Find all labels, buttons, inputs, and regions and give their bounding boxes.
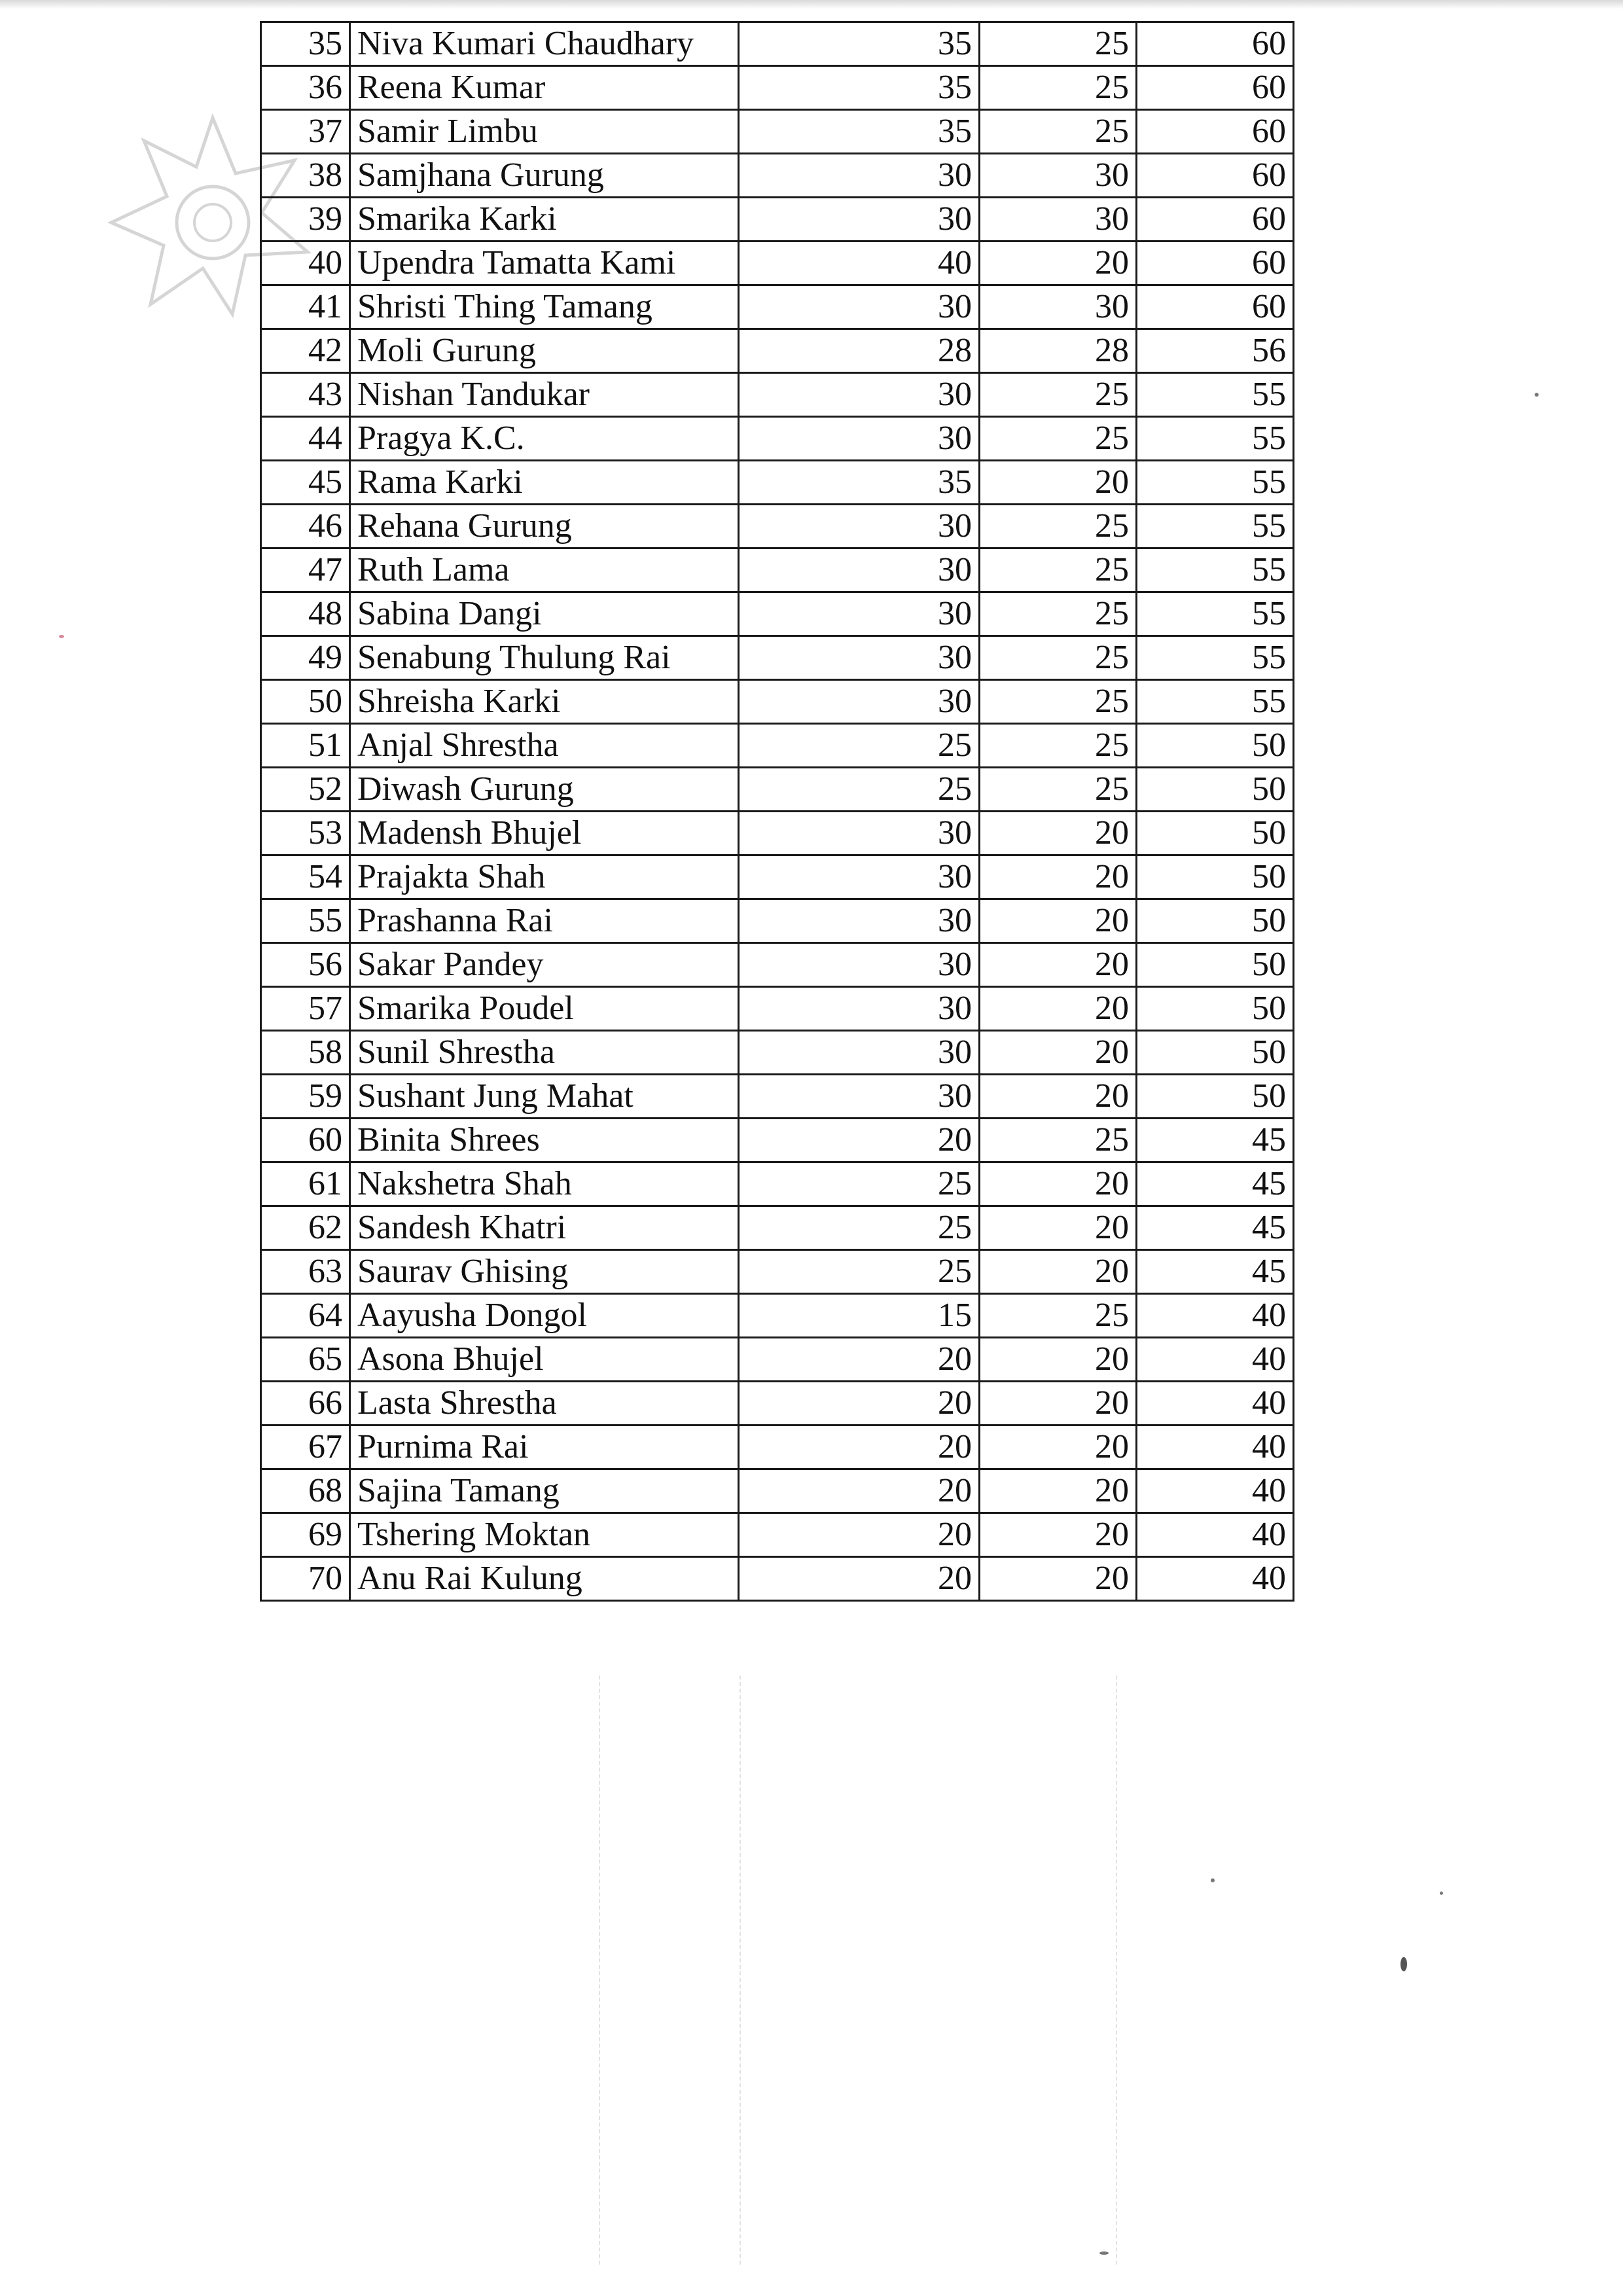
serial-number-cell: 53	[261, 812, 350, 855]
serial-number-cell: 49	[261, 636, 350, 680]
student-name-cell: Rehana Gurung	[350, 505, 739, 548]
student-name-cell: Niva Kumari Chaudhary	[350, 22, 739, 66]
marks-a-cell: 30	[739, 592, 980, 636]
table-row	[261, 724, 1294, 768]
marks-b-cell: 28	[980, 329, 1137, 373]
marks-b-cell: 25	[980, 768, 1137, 812]
serial-number-cell: 65	[261, 1338, 350, 1382]
total-marks-cell: 50	[1137, 899, 1294, 943]
total-marks-cell: 50	[1137, 768, 1294, 812]
total-marks-cell: 40	[1137, 1294, 1294, 1338]
table-row	[261, 899, 1294, 943]
speck	[1535, 393, 1539, 397]
marks-b-cell: 30	[980, 285, 1137, 329]
serial-number-cell: 70	[261, 1557, 350, 1601]
total-marks-cell: 40	[1137, 1382, 1294, 1426]
marks-a-cell: 25	[739, 724, 980, 768]
total-marks-cell: 50	[1137, 1075, 1294, 1119]
student-name-cell: Smarika Poudel	[350, 987, 739, 1031]
marks-b-cell: 20	[980, 242, 1137, 285]
total-marks-cell: 40	[1137, 1338, 1294, 1382]
total-marks-cell: 55	[1137, 636, 1294, 680]
speck	[1211, 1878, 1215, 1882]
marks-a-cell: 30	[739, 505, 980, 548]
serial-number-cell: 35	[261, 22, 350, 66]
marks-table	[260, 21, 1294, 1602]
table-row	[261, 1206, 1294, 1250]
table-row	[261, 417, 1294, 461]
table-row	[261, 154, 1294, 198]
marks-b-cell: 20	[980, 1162, 1137, 1206]
marks-a-cell: 30	[739, 417, 980, 461]
total-marks-cell: 60	[1137, 242, 1294, 285]
total-marks-cell: 60	[1137, 22, 1294, 66]
marks-b-cell: 20	[980, 987, 1137, 1031]
marks-a-cell: 28	[739, 329, 980, 373]
marks-a-cell: 20	[739, 1338, 980, 1382]
student-name-cell: Prajakta Shah	[350, 855, 739, 899]
serial-number-cell: 67	[261, 1426, 350, 1469]
table-row	[261, 987, 1294, 1031]
marks-a-cell: 40	[739, 242, 980, 285]
marks-a-cell: 20	[739, 1382, 980, 1426]
student-name-cell: Sushant Jung Mahat	[350, 1075, 739, 1119]
total-marks-cell: 50	[1137, 724, 1294, 768]
marks-a-cell: 30	[739, 1075, 980, 1119]
serial-number-cell: 56	[261, 943, 350, 987]
student-name-cell: Anjal Shrestha	[350, 724, 739, 768]
table-row	[261, 461, 1294, 505]
fold-line	[599, 1676, 600, 2265]
serial-number-cell: 59	[261, 1075, 350, 1119]
table-row	[261, 329, 1294, 373]
table-row	[261, 1469, 1294, 1513]
table-row	[261, 1338, 1294, 1382]
speck	[1440, 1892, 1443, 1895]
marks-a-cell: 25	[739, 1250, 980, 1294]
serial-number-cell: 48	[261, 592, 350, 636]
table-row	[261, 505, 1294, 548]
total-marks-cell: 60	[1137, 285, 1294, 329]
student-name-cell: Nakshetra Shah	[350, 1162, 739, 1206]
marks-a-cell: 30	[739, 198, 980, 242]
table-row	[261, 855, 1294, 899]
student-name-cell: Shreisha Karki	[350, 680, 739, 724]
table-row	[261, 1250, 1294, 1294]
table-row	[261, 1162, 1294, 1206]
serial-number-cell: 64	[261, 1294, 350, 1338]
marks-a-cell: 30	[739, 1031, 980, 1075]
serial-number-cell: 55	[261, 899, 350, 943]
table-row	[261, 1031, 1294, 1075]
marks-a-cell: 30	[739, 899, 980, 943]
marks-b-cell: 25	[980, 548, 1137, 592]
marks-a-cell: 30	[739, 373, 980, 417]
marks-a-cell: 15	[739, 1294, 980, 1338]
serial-number-cell: 44	[261, 417, 350, 461]
serial-number-cell: 40	[261, 242, 350, 285]
total-marks-cell: 60	[1137, 154, 1294, 198]
student-name-cell: Aayusha Dongol	[350, 1294, 739, 1338]
marks-a-cell: 25	[739, 1162, 980, 1206]
student-name-cell: Smarika Karki	[350, 198, 739, 242]
marks-a-cell: 20	[739, 1426, 980, 1469]
serial-number-cell: 58	[261, 1031, 350, 1075]
table-row	[261, 680, 1294, 724]
marks-a-cell: 35	[739, 22, 980, 66]
serial-number-cell: 43	[261, 373, 350, 417]
marks-b-cell: 20	[980, 1031, 1137, 1075]
fold-line	[740, 1676, 741, 2265]
marks-b-cell: 30	[980, 154, 1137, 198]
table-row	[261, 1557, 1294, 1601]
total-marks-cell: 50	[1137, 987, 1294, 1031]
marks-a-cell: 35	[739, 66, 980, 110]
table-row	[261, 812, 1294, 855]
student-name-cell: Lasta Shrestha	[350, 1382, 739, 1426]
marks-b-cell: 25	[980, 636, 1137, 680]
student-name-cell: Prashanna Rai	[350, 899, 739, 943]
marks-a-cell: 30	[739, 680, 980, 724]
table-row	[261, 768, 1294, 812]
marks-b-cell: 20	[980, 1250, 1137, 1294]
table-row	[261, 636, 1294, 680]
marks-a-cell: 30	[739, 943, 980, 987]
table-row	[261, 1119, 1294, 1162]
student-name-cell: Senabung Thulung Rai	[350, 636, 739, 680]
marks-a-cell: 30	[739, 285, 980, 329]
table-row	[261, 548, 1294, 592]
total-marks-cell: 40	[1137, 1469, 1294, 1513]
marks-b-cell: 20	[980, 1426, 1137, 1469]
serial-number-cell: 68	[261, 1469, 350, 1513]
total-marks-cell: 45	[1137, 1162, 1294, 1206]
scan-edge-shadow	[0, 0, 1623, 9]
marks-a-cell: 20	[739, 1557, 980, 1601]
total-marks-cell: 45	[1137, 1206, 1294, 1250]
total-marks-cell: 55	[1137, 505, 1294, 548]
student-name-cell: Sajina Tamang	[350, 1469, 739, 1513]
student-name-cell: Ruth Lama	[350, 548, 739, 592]
marks-table-body	[261, 22, 1294, 1601]
marks-b-cell: 25	[980, 724, 1137, 768]
student-name-cell: Tshering Moktan	[350, 1513, 739, 1557]
marks-b-cell: 20	[980, 899, 1137, 943]
serial-number-cell: 37	[261, 110, 350, 154]
marks-b-cell: 20	[980, 855, 1137, 899]
marks-b-cell: 20	[980, 1469, 1137, 1513]
marks-a-cell: 35	[739, 461, 980, 505]
speck	[59, 635, 64, 638]
marks-a-cell: 30	[739, 812, 980, 855]
student-name-cell: Asona Bhujel	[350, 1338, 739, 1382]
total-marks-cell: 45	[1137, 1250, 1294, 1294]
marks-b-cell: 20	[980, 1557, 1137, 1601]
marks-b-cell: 20	[980, 1075, 1137, 1119]
table-row	[261, 1075, 1294, 1119]
student-name-cell: Sabina Dangi	[350, 592, 739, 636]
marks-b-cell: 25	[980, 66, 1137, 110]
total-marks-cell: 50	[1137, 1031, 1294, 1075]
student-name-cell: Sunil Shrestha	[350, 1031, 739, 1075]
marks-b-cell: 20	[980, 1513, 1137, 1557]
student-name-cell: Sakar Pandey	[350, 943, 739, 987]
student-name-cell: Sandesh Khatri	[350, 1206, 739, 1250]
total-marks-cell: 50	[1137, 943, 1294, 987]
marks-b-cell: 25	[980, 680, 1137, 724]
table-row	[261, 1426, 1294, 1469]
serial-number-cell: 63	[261, 1250, 350, 1294]
marks-a-cell: 30	[739, 636, 980, 680]
serial-number-cell: 54	[261, 855, 350, 899]
marks-b-cell: 20	[980, 1338, 1137, 1382]
marks-b-cell: 25	[980, 1294, 1137, 1338]
student-name-cell: Purnima Rai	[350, 1426, 739, 1469]
total-marks-cell: 40	[1137, 1513, 1294, 1557]
marks-b-cell: 30	[980, 198, 1137, 242]
student-name-cell: Moli Gurung	[350, 329, 739, 373]
marks-b-cell: 25	[980, 22, 1137, 66]
speck	[1099, 2251, 1109, 2255]
speck	[1400, 1957, 1407, 1971]
marks-b-cell: 20	[980, 461, 1137, 505]
fold-line	[1116, 1676, 1117, 2265]
total-marks-cell: 50	[1137, 812, 1294, 855]
serial-number-cell: 66	[261, 1382, 350, 1426]
total-marks-cell: 60	[1137, 66, 1294, 110]
marks-a-cell: 30	[739, 855, 980, 899]
total-marks-cell: 45	[1137, 1119, 1294, 1162]
table-row	[261, 242, 1294, 285]
marks-a-cell: 20	[739, 1119, 980, 1162]
serial-number-cell: 46	[261, 505, 350, 548]
total-marks-cell: 55	[1137, 548, 1294, 592]
total-marks-cell: 55	[1137, 417, 1294, 461]
total-marks-cell: 55	[1137, 680, 1294, 724]
marks-a-cell: 30	[739, 154, 980, 198]
table-row	[261, 1382, 1294, 1426]
marks-a-cell: 35	[739, 110, 980, 154]
total-marks-cell: 55	[1137, 592, 1294, 636]
serial-number-cell: 45	[261, 461, 350, 505]
serial-number-cell: 39	[261, 198, 350, 242]
marks-a-cell: 25	[739, 1206, 980, 1250]
serial-number-cell: 38	[261, 154, 350, 198]
student-name-cell: Pragya K.C.	[350, 417, 739, 461]
total-marks-cell: 56	[1137, 329, 1294, 373]
student-name-cell: Madensh Bhujel	[350, 812, 739, 855]
table-row	[261, 943, 1294, 987]
table-row	[261, 110, 1294, 154]
student-name-cell: Reena Kumar	[350, 66, 739, 110]
student-name-cell: Upendra Tamatta Kami	[350, 242, 739, 285]
total-marks-cell: 40	[1137, 1426, 1294, 1469]
student-name-cell: Binita Shrees	[350, 1119, 739, 1162]
marks-a-cell: 30	[739, 987, 980, 1031]
serial-number-cell: 57	[261, 987, 350, 1031]
serial-number-cell: 42	[261, 329, 350, 373]
table-row	[261, 22, 1294, 66]
total-marks-cell: 55	[1137, 373, 1294, 417]
marks-a-cell: 20	[739, 1513, 980, 1557]
student-name-cell: Samjhana Gurung	[350, 154, 739, 198]
marks-b-cell: 20	[980, 943, 1137, 987]
total-marks-cell: 40	[1137, 1557, 1294, 1601]
student-name-cell: Rama Karki	[350, 461, 739, 505]
student-name-cell: Saurav Ghising	[350, 1250, 739, 1294]
serial-number-cell: 50	[261, 680, 350, 724]
table-row	[261, 1294, 1294, 1338]
serial-number-cell: 47	[261, 548, 350, 592]
marks-b-cell: 20	[980, 1382, 1137, 1426]
marks-b-cell: 20	[980, 1206, 1137, 1250]
marks-b-cell: 25	[980, 592, 1137, 636]
serial-number-cell: 60	[261, 1119, 350, 1162]
table-row	[261, 198, 1294, 242]
marks-a-cell: 25	[739, 768, 980, 812]
marks-b-cell: 25	[980, 110, 1137, 154]
marks-b-cell: 25	[980, 373, 1137, 417]
total-marks-cell: 60	[1137, 198, 1294, 242]
total-marks-cell: 55	[1137, 461, 1294, 505]
table-row	[261, 373, 1294, 417]
serial-number-cell: 62	[261, 1206, 350, 1250]
serial-number-cell: 51	[261, 724, 350, 768]
student-name-cell: Nishan Tandukar	[350, 373, 739, 417]
table-row	[261, 66, 1294, 110]
marks-b-cell: 25	[980, 1119, 1137, 1162]
student-name-cell: Anu Rai Kulung	[350, 1557, 739, 1601]
student-name-cell: Samir Limbu	[350, 110, 739, 154]
student-name-cell: Shristi Thing Tamang	[350, 285, 739, 329]
marks-b-cell: 20	[980, 812, 1137, 855]
marks-a-cell: 30	[739, 548, 980, 592]
table-row	[261, 592, 1294, 636]
table-row	[261, 1513, 1294, 1557]
table-row	[261, 285, 1294, 329]
serial-number-cell: 52	[261, 768, 350, 812]
total-marks-cell: 60	[1137, 110, 1294, 154]
marks-b-cell: 25	[980, 417, 1137, 461]
serial-number-cell: 41	[261, 285, 350, 329]
serial-number-cell: 69	[261, 1513, 350, 1557]
marks-a-cell: 20	[739, 1469, 980, 1513]
student-name-cell: Diwash Gurung	[350, 768, 739, 812]
serial-number-cell: 61	[261, 1162, 350, 1206]
serial-number-cell: 36	[261, 66, 350, 110]
marks-b-cell: 25	[980, 505, 1137, 548]
total-marks-cell: 50	[1137, 855, 1294, 899]
